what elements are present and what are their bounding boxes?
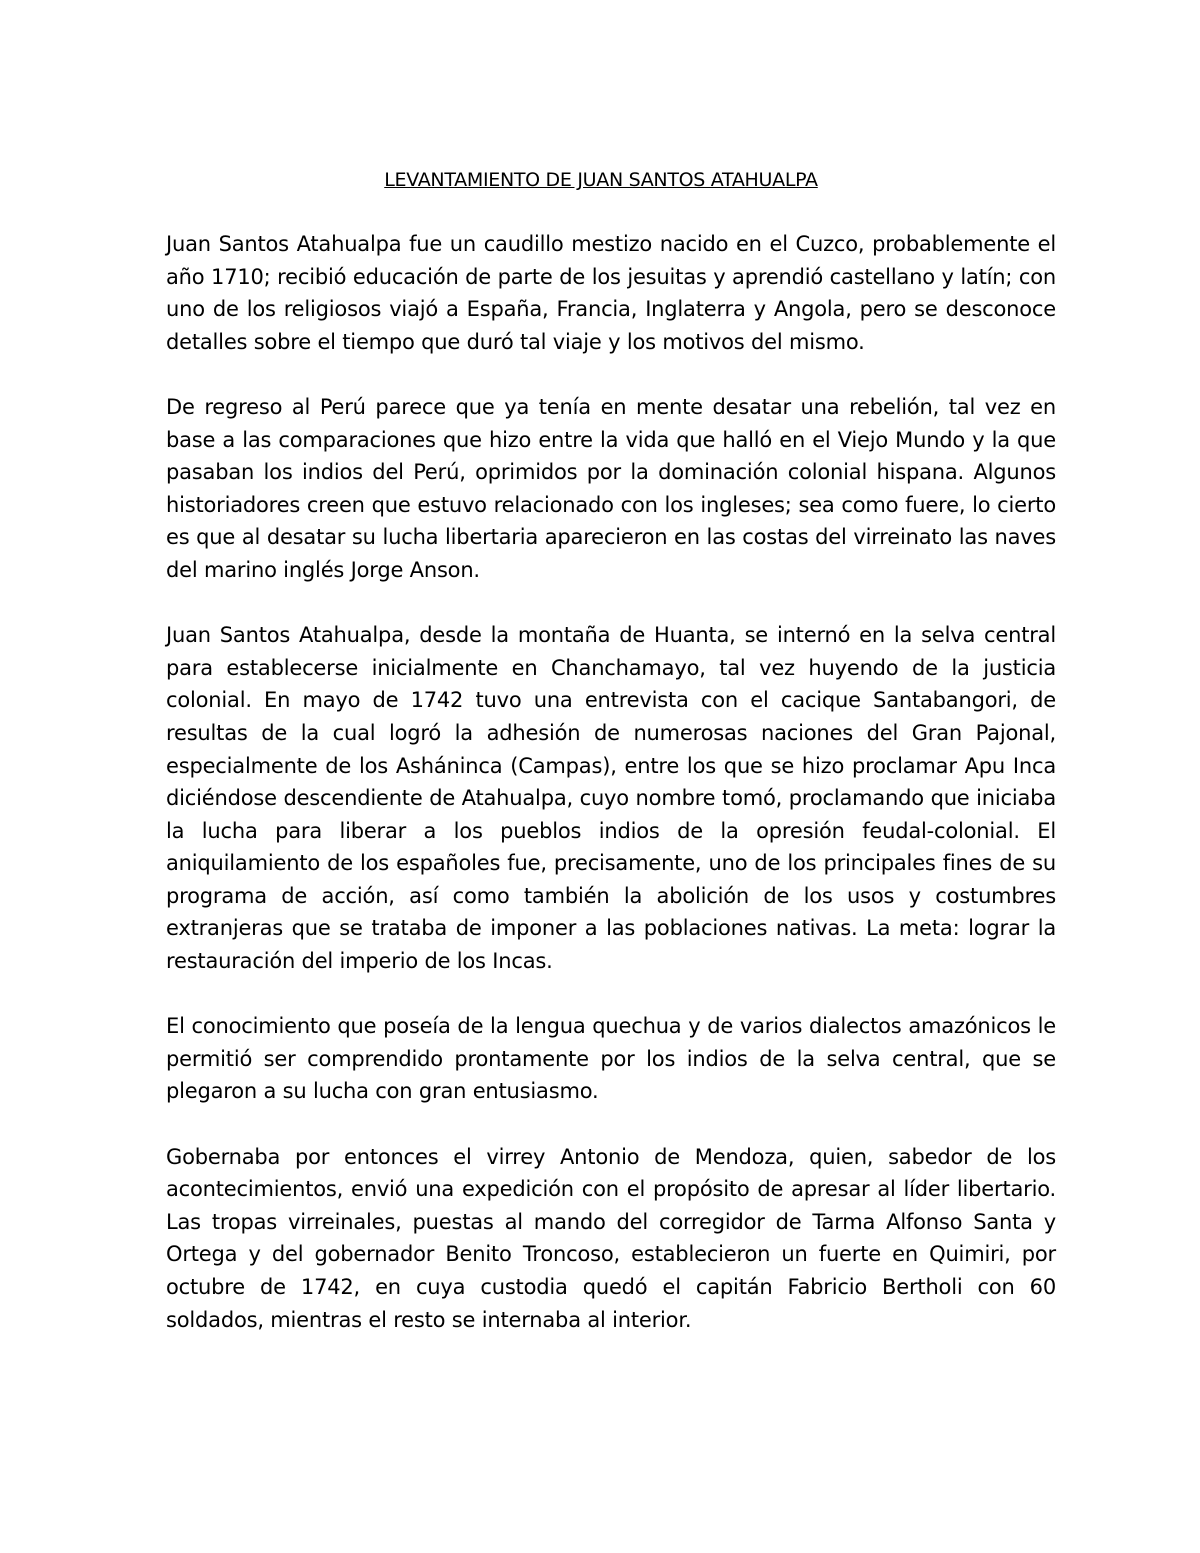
document-title: LEVANTAMIENTO DE JUAN SANTOS ATAHUALPA	[384, 169, 818, 191]
document-body	[166, 228, 1056, 1369]
paragraph-return-to-peru: De regreso al Perú parece que ya tenía en mente desatar una rebelión, tal vez en base a las comparaciones que hizo entre la vida que halló en el Viejo Mundo y la que pasaban los indios del Perú, oprimidos por la dominación colonial hispana. Algunos historiadores creen que estuvo relacionado con los ingleses; sea como fuere, lo cierto es que al desatar su lucha libertaria aparecieron en las costas del virreinato las naves del marino inglés Jorge Anson.	[166, 394, 1056, 582]
paragraph-rebellion-in-selva: Juan Santos Atahualpa, desde la montaña de Huanta, se internó en la selva central para establecerse inicialmente en Chanchamayo, tal vez huyendo de la justicia colonial. En mayo de 1742 tuvo una entrevista con el cacique Santabangori, de resultas de la cual logró la adhesión de numerosas naciones del Gran Pajonal, especialmente de los Asháninca (Campas), entre los que se hizo proclamar Apu Inca diciéndose descendiente de Atahualpa, cuyo nombre tomó, proclamando que iniciaba la lucha para liberar a los pueblos indios de la opresión feudal-colonial. El aniquilamiento de los españoles fue, precisamente, uno de los principales fines de su programa de acción, así como también la abolición de los usos y costumbres extranjeras que se trataba de imponer a las poblaciones nativas. La meta: lograr la restauración del imperio de los Incas.	[166, 623, 1056, 974]
paragraph-languages: El conocimiento que poseía de la lengua quechua y de varios dialectos amazónicos le permitió ser comprendido prontamente por los indios de la selva central, que se plegaron a su lucha con gran entusiasmo.	[166, 1014, 1056, 1104]
paragraph-origins: Juan Santos Atahualpa fue un caudillo mestizo nacido en el Cuzco, probablemente el año 1710; recibió educación de parte de los jesuitas y aprendió castellano y latín; con uno de los religiosos viajó a España, Francia, Inglaterra y Angola, pero se desconoce detalles sobre el tiempo que duró tal viaje y los motivos del mismo.	[166, 232, 1056, 354]
paragraph-viceroy-expedition: Gobernaba por entonces el virrey Antonio de Mendoza, quien, sabedor de los acontecimientos, envió una expedición con el propósito de apresar al líder libertario. Las tropas virreinales, puestas al mando del corregidor de Tarma Alfonso Santa y Ortega y del gobernador Benito Troncoso, establecieron un fuerte en Quimiri, por octubre de 1742, en cuya custodia quedó el capitán Fabricio Bertholi con 60 soldados, mientras el resto se internaba al interior.	[166, 1144, 1056, 1332]
